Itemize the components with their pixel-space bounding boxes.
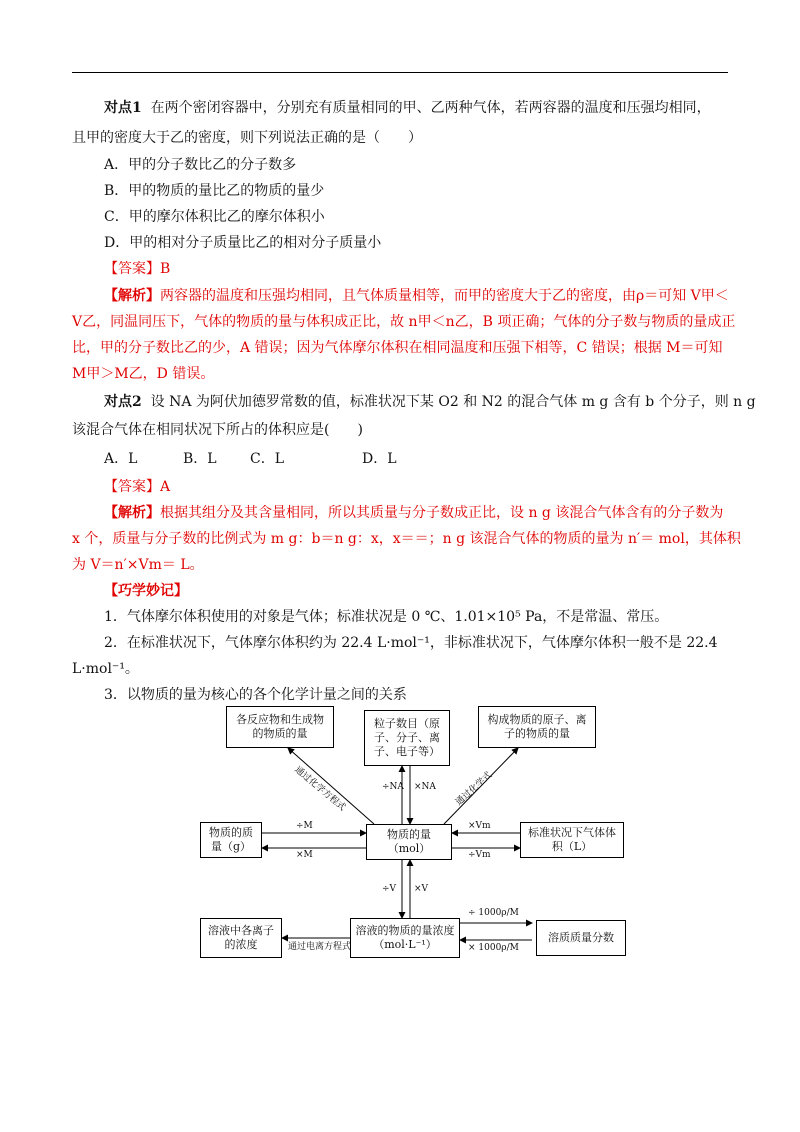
volume-box: 标准状况下气体体积（L） (520, 822, 624, 858)
q1-analysis-line1 (104, 286, 760, 306)
q2-option-a: A．L (104, 451, 138, 467)
label-div-frac: ÷ 1000ρ/M (468, 908, 519, 918)
mole-box: 物质的量（mol） (366, 824, 452, 860)
q2-analysis-tag: 【解析】 (104, 505, 160, 521)
molarity-box: 溶液的物质的量浓度（mol·L⁻¹） (350, 918, 460, 958)
q2-answer: 【答案】A (104, 479, 171, 495)
q2-option-d: D．L (362, 451, 397, 467)
q1-stem-text1: 在两个密闭容器中，分别充有质量相同的甲、乙两种气体，若两容器的温度和压强均相同， (150, 100, 711, 116)
tips-item2-line1: 2．在标准状况下，气体摩尔体积约为 22.4 L·mol⁻¹，非标准状况下，气体摩尔体积一般不是 22.4 (104, 635, 718, 651)
particle-box: 粒子数目（原子、分子、离子、电子等） (364, 710, 450, 766)
q2-label: 对点2 (104, 394, 142, 410)
header-rule (72, 72, 728, 73)
label-div-vm: ÷Vm (468, 850, 491, 860)
label-mul-m: ×M (296, 850, 313, 860)
label-div-na: ÷NA (382, 782, 404, 792)
q1-stem-line2: 且甲的密度大于乙的密度，则下列说法正确的是（ ） (72, 130, 422, 146)
label-mul-vm: ×Vm (468, 821, 491, 831)
label-via-equation: 通过化学方程式 (292, 765, 348, 814)
q1-analysis-tag: 【解析】 (104, 288, 160, 304)
label-div-m: ÷M (296, 821, 313, 831)
q1-option-a: A．甲的分子数比乙的分子数多 (104, 157, 297, 173)
mass-fraction-box: 溶质质量分数 (536, 920, 626, 956)
atom-box: 构成物质的原子、离子的物质的量 (478, 706, 596, 748)
q2-stem-text1: 设 NA 为阿伏加德罗常数的值，标准状况下某 O2 和 N2 的混合气体 m g 含有 b 个分子，则 n g (150, 394, 756, 410)
label-via-formula: 通过化学式 (454, 770, 495, 808)
tips-item2-line2: L·mol⁻¹。 (72, 661, 139, 677)
q2-option-b: B．L (183, 451, 217, 467)
q1-analysis-text1: 两容器的温度和压强均相同，且气体质量相等，而甲的密度大于乙的密度，由ρ＝可知 V甲＜ (160, 288, 729, 304)
ion-conc-box: 溶液中各离子的浓度 (200, 918, 282, 958)
q1-option-d: D．甲的相对分子质量比乙的相对分子质量小 (104, 235, 382, 251)
q2-stem-line1 (104, 392, 756, 412)
q2-option-c: C．L (250, 451, 285, 467)
mass-box: 物质的质量（g） (200, 822, 262, 858)
q1-answer: 【答案】B (104, 261, 171, 277)
q1-stem-line1 (104, 98, 728, 118)
q1-option-b: B．甲的物质的量比乙的物质的量少 (104, 183, 325, 199)
tips-item1: 1．气体摩尔体积使用的对象是气体；标准状况是 0 ℃、1.01×10⁵ Pa，不是常温、常压。 (104, 609, 669, 625)
q2-stem-line2: 该混合气体在相同状况下所占的体积应是( ) (72, 422, 363, 438)
q1-label: 对点1 (104, 100, 142, 116)
q2-analysis-line3: 为 V＝n′×Vm＝ L。 (72, 557, 204, 573)
q2-analysis-text1: 根据其组分及其含量相同，所以其质量与分子数成正比，设 n g 该混合气体含有的分子数为 (160, 505, 724, 521)
label-mul-frac: × 1000ρ/M (468, 943, 519, 953)
q1-option-c: C．甲的摩尔体积比乙的摩尔体积小 (104, 209, 325, 225)
q2-analysis-line1 (104, 503, 760, 523)
label-mul-v: ×V (414, 884, 429, 894)
q1-analysis-line2: V乙，同温同压下，气体的物质的量与体积成正比，故 n甲＜n乙，B 项正确；气体的分子数与物质的量成正 (72, 314, 736, 330)
label-via-ionization: 通过电离方程式 (288, 942, 352, 952)
label-div-v: ÷V (382, 884, 397, 894)
reactant-box: 各反应物和生成物的物质的量 (226, 706, 334, 748)
q1-analysis-line4: M甲＞M乙，D 错误。 (72, 366, 215, 382)
tips-item3: 3．以物质的量为核心的各个化学计量之间的关系 (104, 687, 407, 703)
q1-analysis-line3: 比，甲的分子数比乙的少，A 错误；因为气体摩尔体积在相同温度和压强下相等，C 错误；根据 M＝可知 (72, 340, 723, 356)
label-mul-na: ×NA (414, 782, 436, 792)
mole-relation-diagram (196, 700, 628, 962)
q2-analysis-line2: x 个，质量与分子数的比例式为 m g：b＝n g：x，x＝＝；n g 该混合气体的物质的量为 n′＝ mol，其体积 (72, 531, 741, 547)
tips-heading: 【巧学妙记】 (104, 583, 188, 599)
